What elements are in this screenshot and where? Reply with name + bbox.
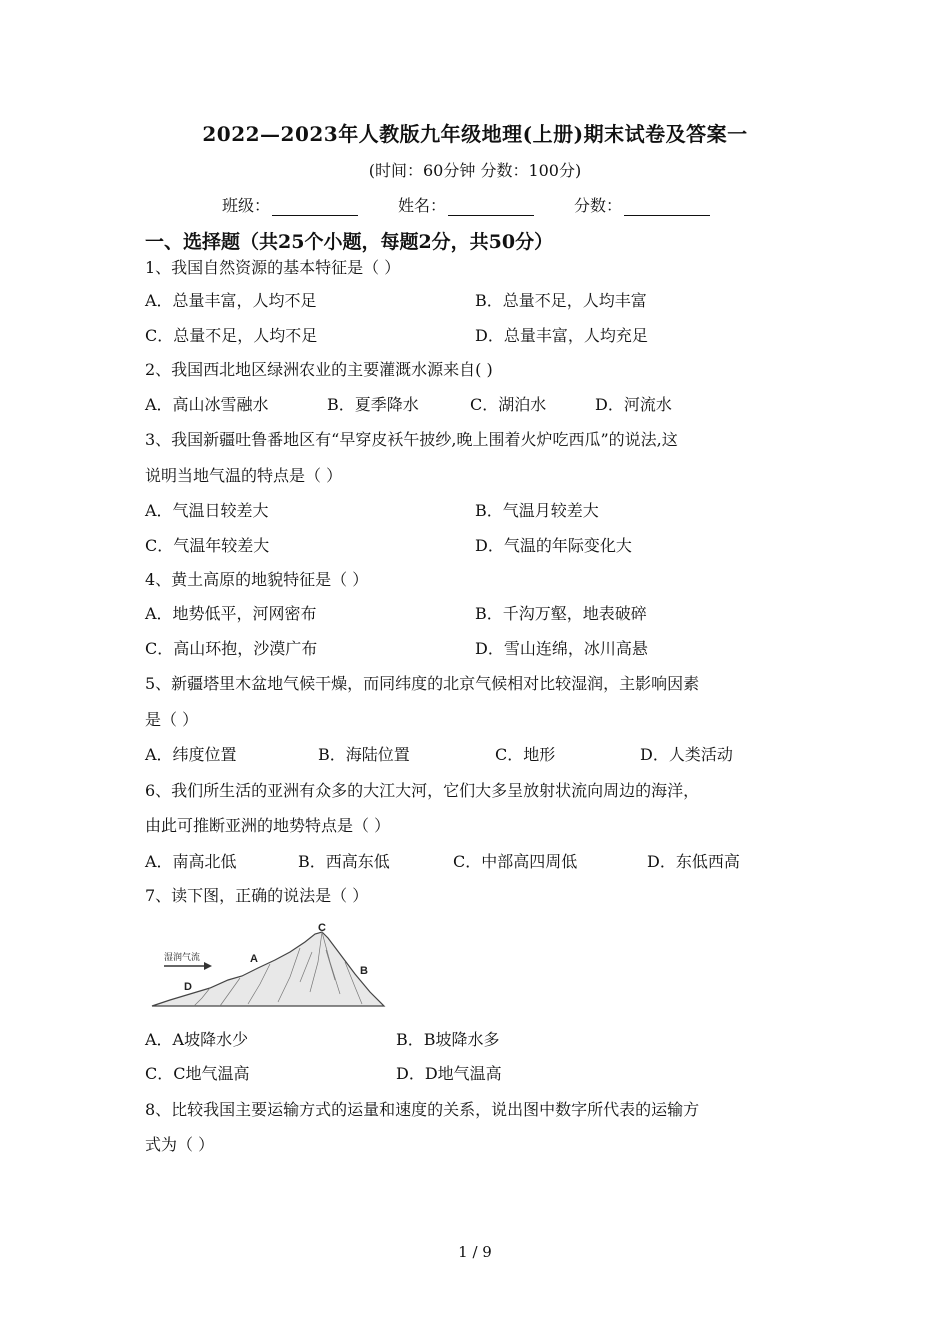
question-6-option-b: B．西高东低 — [298, 852, 390, 871]
exam-title: 2022—2023年人教版九年级地理(上册)期末试卷及答案一 — [202, 122, 748, 146]
label-d: D — [184, 981, 192, 993]
question-5-option-c: C．地形 — [495, 745, 556, 764]
label-a: A — [250, 953, 258, 965]
question-5-option-b: B．海陆位置 — [318, 745, 410, 764]
question-4-stem: 4、黄土高原的地貌特征是（ ） — [145, 570, 369, 589]
page-number: 1 / 9 — [458, 1243, 492, 1261]
question-8-stem-line-2: 式为（ ） — [145, 1135, 215, 1154]
question-1-stem: 1、我国自然资源的基本特征是（ ） — [145, 258, 401, 277]
airflow-label: 湿润气流 — [164, 953, 201, 963]
question-7-option-c: C．C地气温高 — [145, 1064, 250, 1083]
label-b: B — [360, 965, 368, 977]
question-7-option-a: A．A坡降水少 — [145, 1030, 249, 1049]
question-1-option-b: B．总量不足，人均丰富 — [475, 291, 647, 310]
score-blank — [624, 197, 710, 216]
question-2-option-d: D．河流水 — [595, 395, 672, 414]
question-2-stem: 2、我国西北地区绿洲农业的主要灌溉水源来自( ) — [145, 360, 493, 379]
question-6-stem-line-1: 6、我们所生活的亚洲有众多的大江大河，它们大多呈放射状流向周边的海洋， — [145, 781, 700, 800]
question-5-option-a: A．纬度位置 — [145, 745, 237, 764]
question-2-option-c: C．湖泊水 — [470, 395, 547, 414]
question-3-option-b: B．气温月较差大 — [475, 501, 599, 520]
score-label: 分数： — [574, 196, 623, 215]
question-3-stem-line-1: 3、我国新疆吐鲁番地区有“早穿皮袄午披纱,晚上围着火炉吃西瓜”的说法,这 — [145, 430, 678, 449]
question-4-option-a: A．地势低平，河网密布 — [145, 604, 317, 623]
section-title: 一、选择题（共25个小题，每题2分，共50分） — [145, 231, 554, 253]
airflow-arrow-head — [204, 962, 212, 970]
question-6-option-a: A．南高北低 — [145, 852, 237, 871]
class-blank — [272, 197, 358, 216]
question-8-stem-line-1: 8、比较我国主要运输方式的运量和速度的关系，说出图中数字所代表的运输方 — [145, 1100, 700, 1119]
question-4-option-b: B．千沟万壑，地表破碎 — [475, 604, 647, 623]
score-field — [574, 193, 710, 216]
question-3-option-c: C．气温年较差大 — [145, 536, 270, 555]
question-6-option-d: D．东低西高 — [647, 852, 740, 871]
name-label: 姓名： — [398, 196, 447, 215]
question-1-option-c: C．总量不足，人均不足 — [145, 326, 318, 345]
name-field — [398, 193, 534, 216]
question-7-stem: 7、读下图，正确的说法是（ ） — [145, 886, 369, 905]
question-5-stem-line-1: 5、新疆塔里木盆地气候干燥，而同纬度的北京气候相对比较湿润，主影响因素 — [145, 674, 700, 693]
class-label: 班级： — [222, 196, 271, 215]
exam-subtitle: (时间：60分钟 分数：100分) — [368, 161, 582, 180]
question-3-stem-line-2: 说明当地气温的特点是（ ） — [145, 466, 343, 485]
student-info-row — [222, 193, 750, 216]
question-2-option-b: B．夏季降水 — [327, 395, 419, 414]
question-6-option-c: C．中部高四周低 — [453, 852, 578, 871]
class-field — [222, 193, 358, 216]
question-4-option-d: D．雪山连绵，冰川高悬 — [475, 639, 648, 658]
question-7-option-d: D．D地气温高 — [396, 1064, 502, 1083]
question-1-option-d: D．总量丰富，人均充足 — [475, 326, 648, 345]
question-3-option-d: D．气温的年际变化大 — [475, 536, 632, 555]
question-5-stem-line-2: 是（ ） — [145, 710, 199, 729]
question-4-option-c: C．高山环抱，沙漠广布 — [145, 639, 318, 658]
mountain-shape — [152, 932, 384, 1006]
question-3-option-a: A．气温日较差大 — [145, 501, 269, 520]
question-5-option-d: D．人类活动 — [640, 745, 733, 764]
name-blank — [448, 197, 534, 216]
question-6-stem-line-2: 由此可推断亚洲的地势特点是（ ） — [145, 816, 391, 835]
label-c: C — [318, 922, 326, 934]
mountain-diagram — [150, 922, 386, 1012]
question-7-option-b: B．B坡降水多 — [396, 1030, 500, 1049]
question-1-option-a: A．总量丰富，人均不足 — [145, 291, 317, 310]
question-2-option-a: A．高山冰雪融水 — [145, 395, 269, 414]
